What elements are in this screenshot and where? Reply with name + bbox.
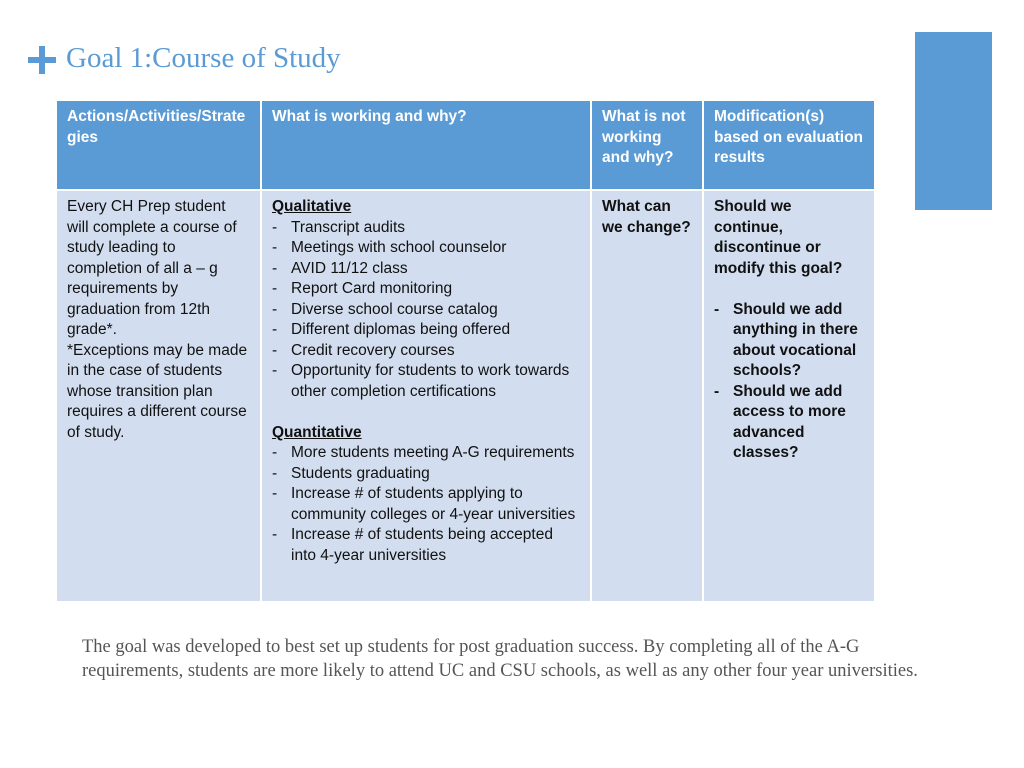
goal-table [55, 99, 876, 603]
modifications-cell [703, 190, 875, 602]
list-item: - Increase # of students applying to community colleges or 4-year universities [272, 484, 580, 525]
list-item: - Opportunity for students to work towards other completion certifications [272, 361, 580, 402]
modifications-intro: Should we continue, discontinue or modify this goal? [714, 198, 843, 277]
slide-title: Goal 1:Course of Study [66, 42, 341, 74]
header-modifications: Modification(s) based on evaluation results [703, 100, 875, 190]
qualitative-list [272, 218, 580, 403]
list-item: - Credit recovery courses [272, 341, 580, 362]
spacer [714, 279, 864, 300]
not-working-text: What can we change? [602, 198, 691, 236]
list-item: - Students graduating [272, 464, 580, 485]
list-item: - Should we add anything in there about vocational schools? [714, 300, 864, 382]
header-not-working: What is not working and why? [591, 100, 703, 190]
exceptions-text: *Exceptions may be made in the case of students whose transition plan requires a different course of study. [67, 341, 248, 441]
list-item: - Report Card monitoring [272, 279, 580, 300]
actions-text: Every CH Prep student will complete a course of study leading to completion of all a – g requirements by graduation from 12th grade*. [67, 198, 237, 338]
list-item: - Increase # of students being accepted into 4-year universities [272, 525, 580, 566]
quantitative-heading: Quantitative [272, 423, 362, 441]
plus-icon [28, 46, 56, 74]
list-item: - Transcript audits [272, 218, 580, 239]
quantitative-list [272, 443, 580, 566]
list-item: - Meetings with school counselor [272, 238, 580, 259]
list-item: - Different diplomas being offered [272, 320, 580, 341]
list-item: - More students meeting A-G requirements [272, 443, 580, 464]
footer-paragraph: The goal was developed to best set up students for post graduation success. By completing all of the A-G requirements, students are more likely to attend UC and CSU schools, as well as any other four year universities. [82, 637, 918, 681]
not-working-cell [591, 190, 703, 602]
actions-cell [56, 190, 261, 602]
list-item: - Should we add access to more advanced classes? [714, 382, 864, 464]
table-row [56, 190, 875, 602]
modifications-list [714, 300, 864, 464]
working-cell [261, 190, 591, 602]
spacer [272, 402, 580, 423]
header-working: What is working and why? [261, 100, 591, 190]
header-actions: Actions/Activities/Strategies [56, 100, 261, 190]
table-header-row [56, 100, 875, 190]
list-item: - AVID 11/12 class [272, 259, 580, 280]
list-item: - Diverse school course catalog [272, 300, 580, 321]
qualitative-heading: Qualitative [272, 198, 352, 215]
corner-accent-block [915, 32, 992, 210]
